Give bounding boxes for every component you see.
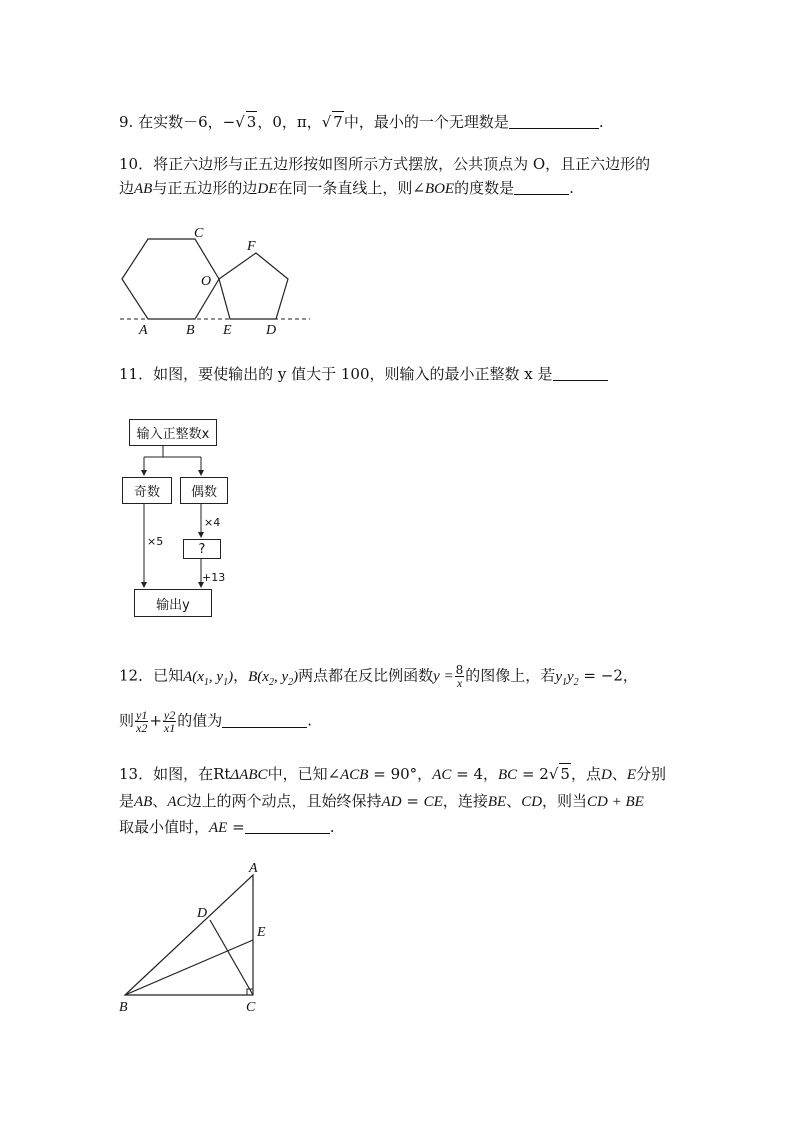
q10-seg-de: DE	[257, 181, 278, 197]
seg-ad: AD	[381, 794, 402, 810]
question-12-line-1	[119, 664, 638, 693]
segment-be	[125, 940, 253, 995]
q12-text: 12．已知	[119, 666, 184, 685]
plus-sign: +	[149, 711, 162, 730]
seg-ae: AE	[209, 820, 228, 836]
seg-ce: CE	[423, 794, 443, 810]
q13-text: 边上的两个动点，且始终保持	[186, 792, 382, 810]
flow-output-label: 输出y	[156, 597, 190, 613]
question-12-line-2	[119, 709, 312, 734]
q10-text: 的度数是	[454, 179, 515, 197]
q13-text: = 90°，	[368, 765, 433, 783]
label-E: E	[257, 925, 266, 940]
q13-text: 中，已知∠	[267, 765, 341, 783]
label-D: D	[266, 323, 277, 338]
flow-odd-label: 奇数	[133, 485, 160, 500]
q9-text-mid: ，0，π，	[257, 113, 322, 131]
question-10-line-1: 10．将正六边形与正五边形按如图所示方式摆放，公共顶点为 O，且正六边形的	[119, 155, 651, 173]
point-b: $B(x_2$, $y_2$)	[248, 668, 299, 688]
q9-neg: −	[222, 113, 236, 131]
flow-times4-label: ×4	[204, 516, 221, 529]
q13-text: 取最小值时，	[119, 818, 210, 836]
seg-ab: AB	[134, 794, 153, 810]
answer-blank[interactable]	[509, 113, 599, 129]
q10-text: 在同一条直线上，则∠	[277, 179, 425, 197]
label-B: B	[186, 323, 195, 338]
flow-even-box	[180, 477, 228, 504]
q10-seg-ab: AB	[134, 181, 153, 197]
q13-text: 、	[611, 765, 627, 783]
flow-input-label: 输入正整数x	[136, 427, 210, 442]
label-F: F	[247, 239, 256, 254]
seg-cd: CD	[521, 794, 543, 810]
answer-blank[interactable]	[245, 818, 330, 834]
triangle-abc	[125, 875, 253, 995]
segment-cd	[210, 920, 253, 995]
question-10-line-2	[119, 178, 574, 199]
sum-cd-be: CD + BE	[587, 794, 644, 810]
question-13-line-3	[119, 817, 334, 838]
q12-text: = −2，	[578, 666, 638, 685]
question-13-line-2	[119, 791, 644, 812]
q9-radicand-3: 3	[246, 113, 257, 131]
point-e: E	[626, 767, 636, 783]
hexagon-pentagon-figure	[110, 222, 320, 342]
question-9	[119, 111, 604, 132]
q12-text: 两点都在反比例函数	[298, 666, 434, 685]
answer-blank[interactable]	[553, 365, 608, 381]
q13-text: =	[401, 792, 424, 810]
q13-text: 、	[152, 792, 168, 810]
label-C: C	[246, 1000, 256, 1015]
q10-angle-boe: BOE	[424, 181, 455, 197]
sqrt-symbol: √	[235, 113, 245, 131]
seg-ac: AC	[432, 767, 452, 783]
seg-be: BE	[487, 794, 507, 810]
q9-text-post: 中，最小的一个无理数是	[343, 113, 509, 131]
seg-bc: BC	[498, 767, 518, 783]
question-13-line-1	[119, 763, 666, 785]
q12-text: 则	[119, 711, 135, 730]
label-D: D	[197, 906, 208, 921]
func-lhs: y =	[433, 668, 454, 685]
label-A: A	[249, 861, 258, 876]
answer-blank[interactable]	[222, 712, 307, 728]
q9-radicand-7: 7	[333, 113, 343, 131]
point-d: D	[600, 767, 612, 783]
q13-text: ，点	[570, 765, 601, 783]
q10-end: .	[569, 179, 574, 197]
triangle-abc: ΔABC	[230, 767, 268, 783]
flow-odd-box	[122, 477, 172, 504]
flow-unknown-label: ?	[198, 541, 206, 557]
seg-ac: AC	[167, 794, 187, 810]
q13-text: ，连接	[442, 792, 488, 810]
q13-end: .	[329, 818, 335, 836]
fraction-8-over-x: $\frac{8}{x}$	[455, 663, 464, 690]
angle-acb: ACB	[340, 767, 369, 783]
product-y1y2: $y_1y_2$	[555, 668, 579, 688]
flow-even-label: 偶数	[190, 485, 217, 500]
sqrt-symbol: √	[548, 765, 559, 783]
fraction-y1-over-x2: $\frac{y1}{x2}$	[136, 708, 148, 735]
flow-input-box	[129, 419, 217, 446]
q12-end: .	[307, 711, 313, 730]
fraction-y2-over-x1: $\frac{y2}{x1}$	[163, 708, 176, 735]
q11-text: 11．如图，要使输出的 y 值大于 100，则输入的最小正整数 x 是	[119, 365, 553, 383]
regular-pentagon	[219, 253, 288, 319]
q10-text: 与正五边形的边	[152, 179, 258, 197]
right-triangle-figure	[115, 860, 285, 1020]
q13-text: 13．如图，在Rt	[119, 765, 231, 783]
q12-text: 的值为	[177, 711, 223, 730]
sqrt-symbol: √	[321, 113, 332, 131]
q13-radicand-5: 5	[560, 765, 570, 783]
label-O: O	[201, 274, 212, 289]
q13-text: ，则当	[542, 792, 588, 810]
flow-times5-label: ×5	[147, 535, 164, 548]
q13-text: = 4，	[451, 765, 499, 783]
question-11	[119, 364, 608, 384]
q13-text: 分别	[636, 765, 667, 783]
point-a: $A(x_1$, $y_1$)	[183, 668, 234, 688]
q13-text: 、	[506, 792, 522, 810]
label-B: B	[119, 1000, 128, 1015]
label-E: E	[223, 323, 232, 338]
q10-text: 边	[119, 179, 135, 197]
answer-blank[interactable]	[514, 179, 569, 195]
q12-text: 的图像上，若	[465, 666, 556, 685]
label-A: A	[139, 323, 148, 338]
q13-text: =	[227, 818, 245, 836]
q13-text: = 2	[517, 765, 549, 783]
flow-plus13-label: +13	[202, 571, 226, 584]
q9-end: .	[598, 113, 604, 131]
flow-output-box	[134, 589, 212, 617]
flow-unknown-box	[183, 539, 221, 559]
q13-text: 是	[119, 792, 135, 810]
q12-text: ，	[233, 666, 249, 685]
q9-text-pre: 在实数－6，	[138, 113, 223, 131]
label-C: C	[194, 226, 204, 241]
q9-number: 9.	[119, 113, 134, 131]
